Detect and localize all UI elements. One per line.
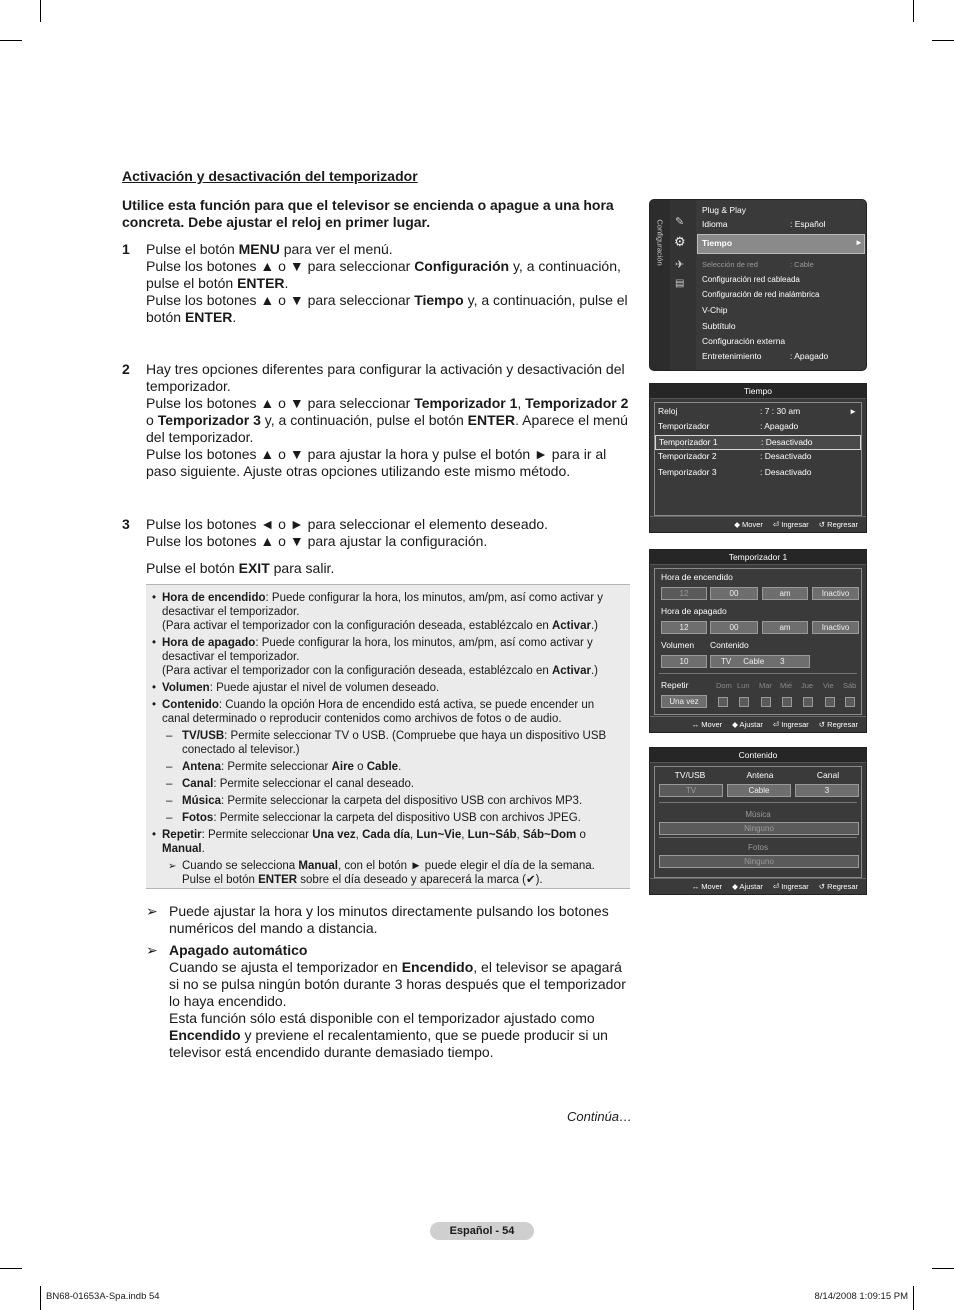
music-field[interactable]: Ninguno [659, 822, 859, 835]
antenna-field[interactable]: Cable [727, 784, 791, 797]
section-heading: Activación y desactivación del temporizador [122, 168, 418, 184]
crop-mark [932, 40, 954, 41]
day-checkbox[interactable] [845, 697, 855, 707]
step-number: 1 [122, 241, 130, 257]
picture-icon: ✎ [675, 216, 685, 228]
note-subitem: – Música: Permite seleccionar la carpeta del dispositivo USB con archivos MP3. [152, 794, 622, 808]
osd-item[interactable]: Configuración externa [702, 336, 786, 346]
note-tip: ➢ Cuando se selecciona Manual, con el botón ► puede elegir el día de la semana. Pulse el botón ENTER sobre el día deseado y aparecerá la marca (✔). [168, 860, 595, 886]
input-icon: ▤ [675, 278, 685, 289]
page-number: Español - 54 [430, 1222, 534, 1240]
osd-row-selected[interactable]: Temporizador 1 : Desactivado [655, 435, 861, 450]
note-subitem: – Canal: Permite seleccionar el canal deseado. [152, 777, 622, 791]
crop-mark [0, 1268, 22, 1269]
step-2: 2 Hay tres opciones diferentes para configurar la activación y desactivación del temporizador. Pulse los botones ▲ o ▼ para seleccionar Temporizador 1, Temporizador 2 o Temporizador 3 y, a continuación, pulse el botón ENTER. Aparece el menú del temporizador. Pulse los botones ▲ o ▼ para ajustar la hora y pulse el botón ► para ir al paso siguiente. Ajuste otras opciones utilizando este mismo método. [122, 361, 629, 479]
step-1: 1 Pulse el botón MENU para ver el menú. Pulse los botones ▲ o ▼ para seleccionar Configuración y, a continuación, pulse el botón ENTER. Pulse los botones ▲ o ▼ para seleccionar Tiempo y, a continuación, pulse el botón ENTER. [122, 241, 628, 325]
osd-side-label: Configuración [655, 219, 665, 266]
osd-nav: ↔ Mover ◆ Ajustar ⏎ Ingresar ↺ Regresar [650, 878, 866, 894]
crop-mark [40, 1286, 41, 1310]
on-ampm-field[interactable]: am [762, 587, 808, 600]
step-3: 3 Pulse los botones ◄ o ► para seleccionar el elemento deseado. Pulse los botones ▲ o ▼ para ajustar la configuración. Pulse el botón EXIT para salir. [122, 516, 549, 576]
osd-item[interactable]: V-Chip [702, 305, 728, 315]
day-checkbox[interactable] [739, 697, 749, 707]
channel-field[interactable]: 3 [795, 784, 859, 797]
day-checkbox[interactable] [803, 697, 813, 707]
day-checkbox[interactable] [761, 697, 771, 707]
crop-mark [40, 0, 41, 22]
note-item: • Contenido: Cuando la opción Hora de encendido está activa, se puede encender un canal determinado o reproducir contenidos como archivos de fotos o de audio. [152, 698, 622, 726]
osd-item[interactable]: Plug & Play [702, 205, 746, 215]
note-item: • Hora de apagado: Puede configurar la hora, los minutos, am/pm, así como activar y desactivar el temporizador. (Para activar el temporizador con la configuración deseada, establézcalo en Activar.) [152, 636, 622, 678]
arrow-icon: ➢ [146, 942, 158, 958]
right-arrow-icon: ► [849, 407, 857, 416]
notes-box [146, 584, 630, 889]
footer-file: BN68-01653A-Spa.indb 54 [46, 1291, 160, 1302]
on-minute-field[interactable]: 00 [710, 587, 758, 600]
osd-item[interactable]: Entretenimiento [702, 351, 762, 361]
osd-item[interactable]: Subtítulo [702, 321, 736, 331]
arrow-icon: ➢ [146, 903, 158, 919]
osd-nav: ↔ Mover ◆ Ajustar ⏎ Ingresar ↺ Regresar [650, 716, 866, 732]
checkmark-icon: ✔ [525, 874, 536, 886]
osd-row[interactable]: Temporizador 3 : Desactivado [658, 467, 812, 477]
crop-mark [0, 40, 22, 41]
volume-field[interactable]: 10 [661, 655, 707, 668]
arrow-icon: ➢ [168, 861, 177, 872]
osd-nav: ◆ Mover ⏎ Ingresar ↺ Regresar [650, 516, 866, 532]
off-status-field[interactable]: Inactivo [812, 621, 859, 634]
crop-mark [913, 1286, 914, 1310]
osd-contenido: Contenido TV/USB Antena Canal TV Cable 3 Música Ninguno Fotos Ninguno ↔ Mover ◆ Ajustar ⏎ Ingresar ↺ Regresar [649, 747, 867, 895]
crop-mark [913, 0, 914, 22]
osd-row[interactable]: Temporizador : Apagado [658, 421, 799, 431]
photos-field[interactable]: Ninguno [659, 855, 859, 868]
osd-tiempo [649, 383, 867, 533]
osd-title: Contenido [650, 748, 866, 763]
tip-auto-off: ➢ Apagado automático Cuando se ajusta el temporizador en Encendido, el televisor se apagará si no se pulsa ningún botón durante 3 horas después que el temporizador lo haya encendido. Esta función sólo está disponible con el temporizador ajustado como Encendido y previene el recalentamiento, que se puede producir si un televisor está encendido durante demasiado tiempo. [146, 942, 626, 1060]
intro-text: Utilice esta función para que el televisor se encienda o apague a una hora concreta. Debe ajustar el reloj en primer lugar. [122, 197, 614, 230]
osd-item: Selección de red [702, 260, 758, 269]
note-subitem: – Antena: Permite seleccionar Aire o Cable. [152, 760, 622, 774]
step-number: 3 [122, 516, 130, 532]
day-checkbox[interactable] [782, 697, 792, 707]
step-number: 2 [122, 361, 130, 377]
content-field[interactable]: TV Cable 3 [710, 655, 810, 668]
osd-row[interactable]: Temporizador 2 : Desactivado [658, 451, 812, 461]
day-checkbox[interactable] [718, 697, 728, 707]
osd-title: Tiempo [650, 384, 866, 399]
note-item: • Repetir: Permite seleccionar Una vez, Cada día, Lun~Vie, Lun~Sáb, Sáb~Dom o Manual. [152, 828, 622, 856]
note-item: • Volumen: Puede ajustar el nivel de volumen deseado. [152, 681, 622, 695]
source-field[interactable]: TV [659, 784, 723, 797]
footer-date: 8/14/2008 1:09:15 PM [814, 1291, 908, 1302]
osd-temporizador: Temporizador 1 Hora de encendido 12 00 am Inactivo Hora de apagado 12 00 am Inactivo Volumen Contenido 10 TV Cable 3 Repetir Una vez Dom Lun Mar Mié Jue Vie Sáb ↔ Mover ◆ Ajustar ⏎ Ingresar ↺ Regresar [649, 549, 867, 733]
osd-item[interactable]: Configuración de red inalámbrica [702, 290, 820, 299]
osd-title: Temporizador 1 [650, 550, 866, 565]
repeat-field[interactable]: Una vez [661, 695, 707, 708]
continues-label: Continúa… [567, 1109, 633, 1124]
gear-icon: ⚙ [674, 234, 686, 249]
crop-mark [932, 1268, 954, 1269]
antenna-icon: ✈ [675, 259, 685, 271]
right-arrow-icon: ► [855, 238, 863, 247]
note-item: • Hora de encendido: Puede configurar la hora, los minutos, am/pm, así como activar y desactivar el temporizador. (Para activar el temporizador con la configuración deseada, establézcalo en Activar.) [152, 591, 622, 633]
day-checkbox[interactable] [825, 697, 835, 707]
off-minute-field[interactable]: 00 [710, 621, 758, 634]
tip-manual-time: ➢ Puede ajustar la hora y los minutos directamente pulsando los botones numéricos del mando a distancia. [146, 903, 609, 936]
note-subitem: – TV/USB: Permite seleccionar TV o USB. (Compruebe que haya un dispositivo USB conectado al televisor.) [152, 729, 622, 757]
note-subitem: – Fotos: Permite seleccionar la carpeta del dispositivo USB con archivos JPEG. [152, 811, 622, 825]
osd-item[interactable]: Idioma [702, 219, 728, 229]
osd-row-reloj[interactable]: Reloj : 7 : 30 am ► [658, 406, 857, 416]
on-status-field[interactable]: Inactivo [812, 587, 859, 600]
off-ampm-field[interactable]: am [762, 621, 808, 634]
off-hour-field[interactable]: 12 [661, 621, 707, 634]
on-hour-field[interactable]: 12 [661, 587, 707, 600]
osd-item[interactable]: Configuración red cableada [702, 275, 800, 284]
osd-config-menu: Configuración ✎ ⚙ ✈ ▤ Tiempo ► Plug & Play Idioma : Español Selección de red : Cable Configuración red cableada Configuración de red inalámbrica V-Chip Subtítulo Configuración externa Entretenimiento : Apagado [649, 199, 867, 371]
